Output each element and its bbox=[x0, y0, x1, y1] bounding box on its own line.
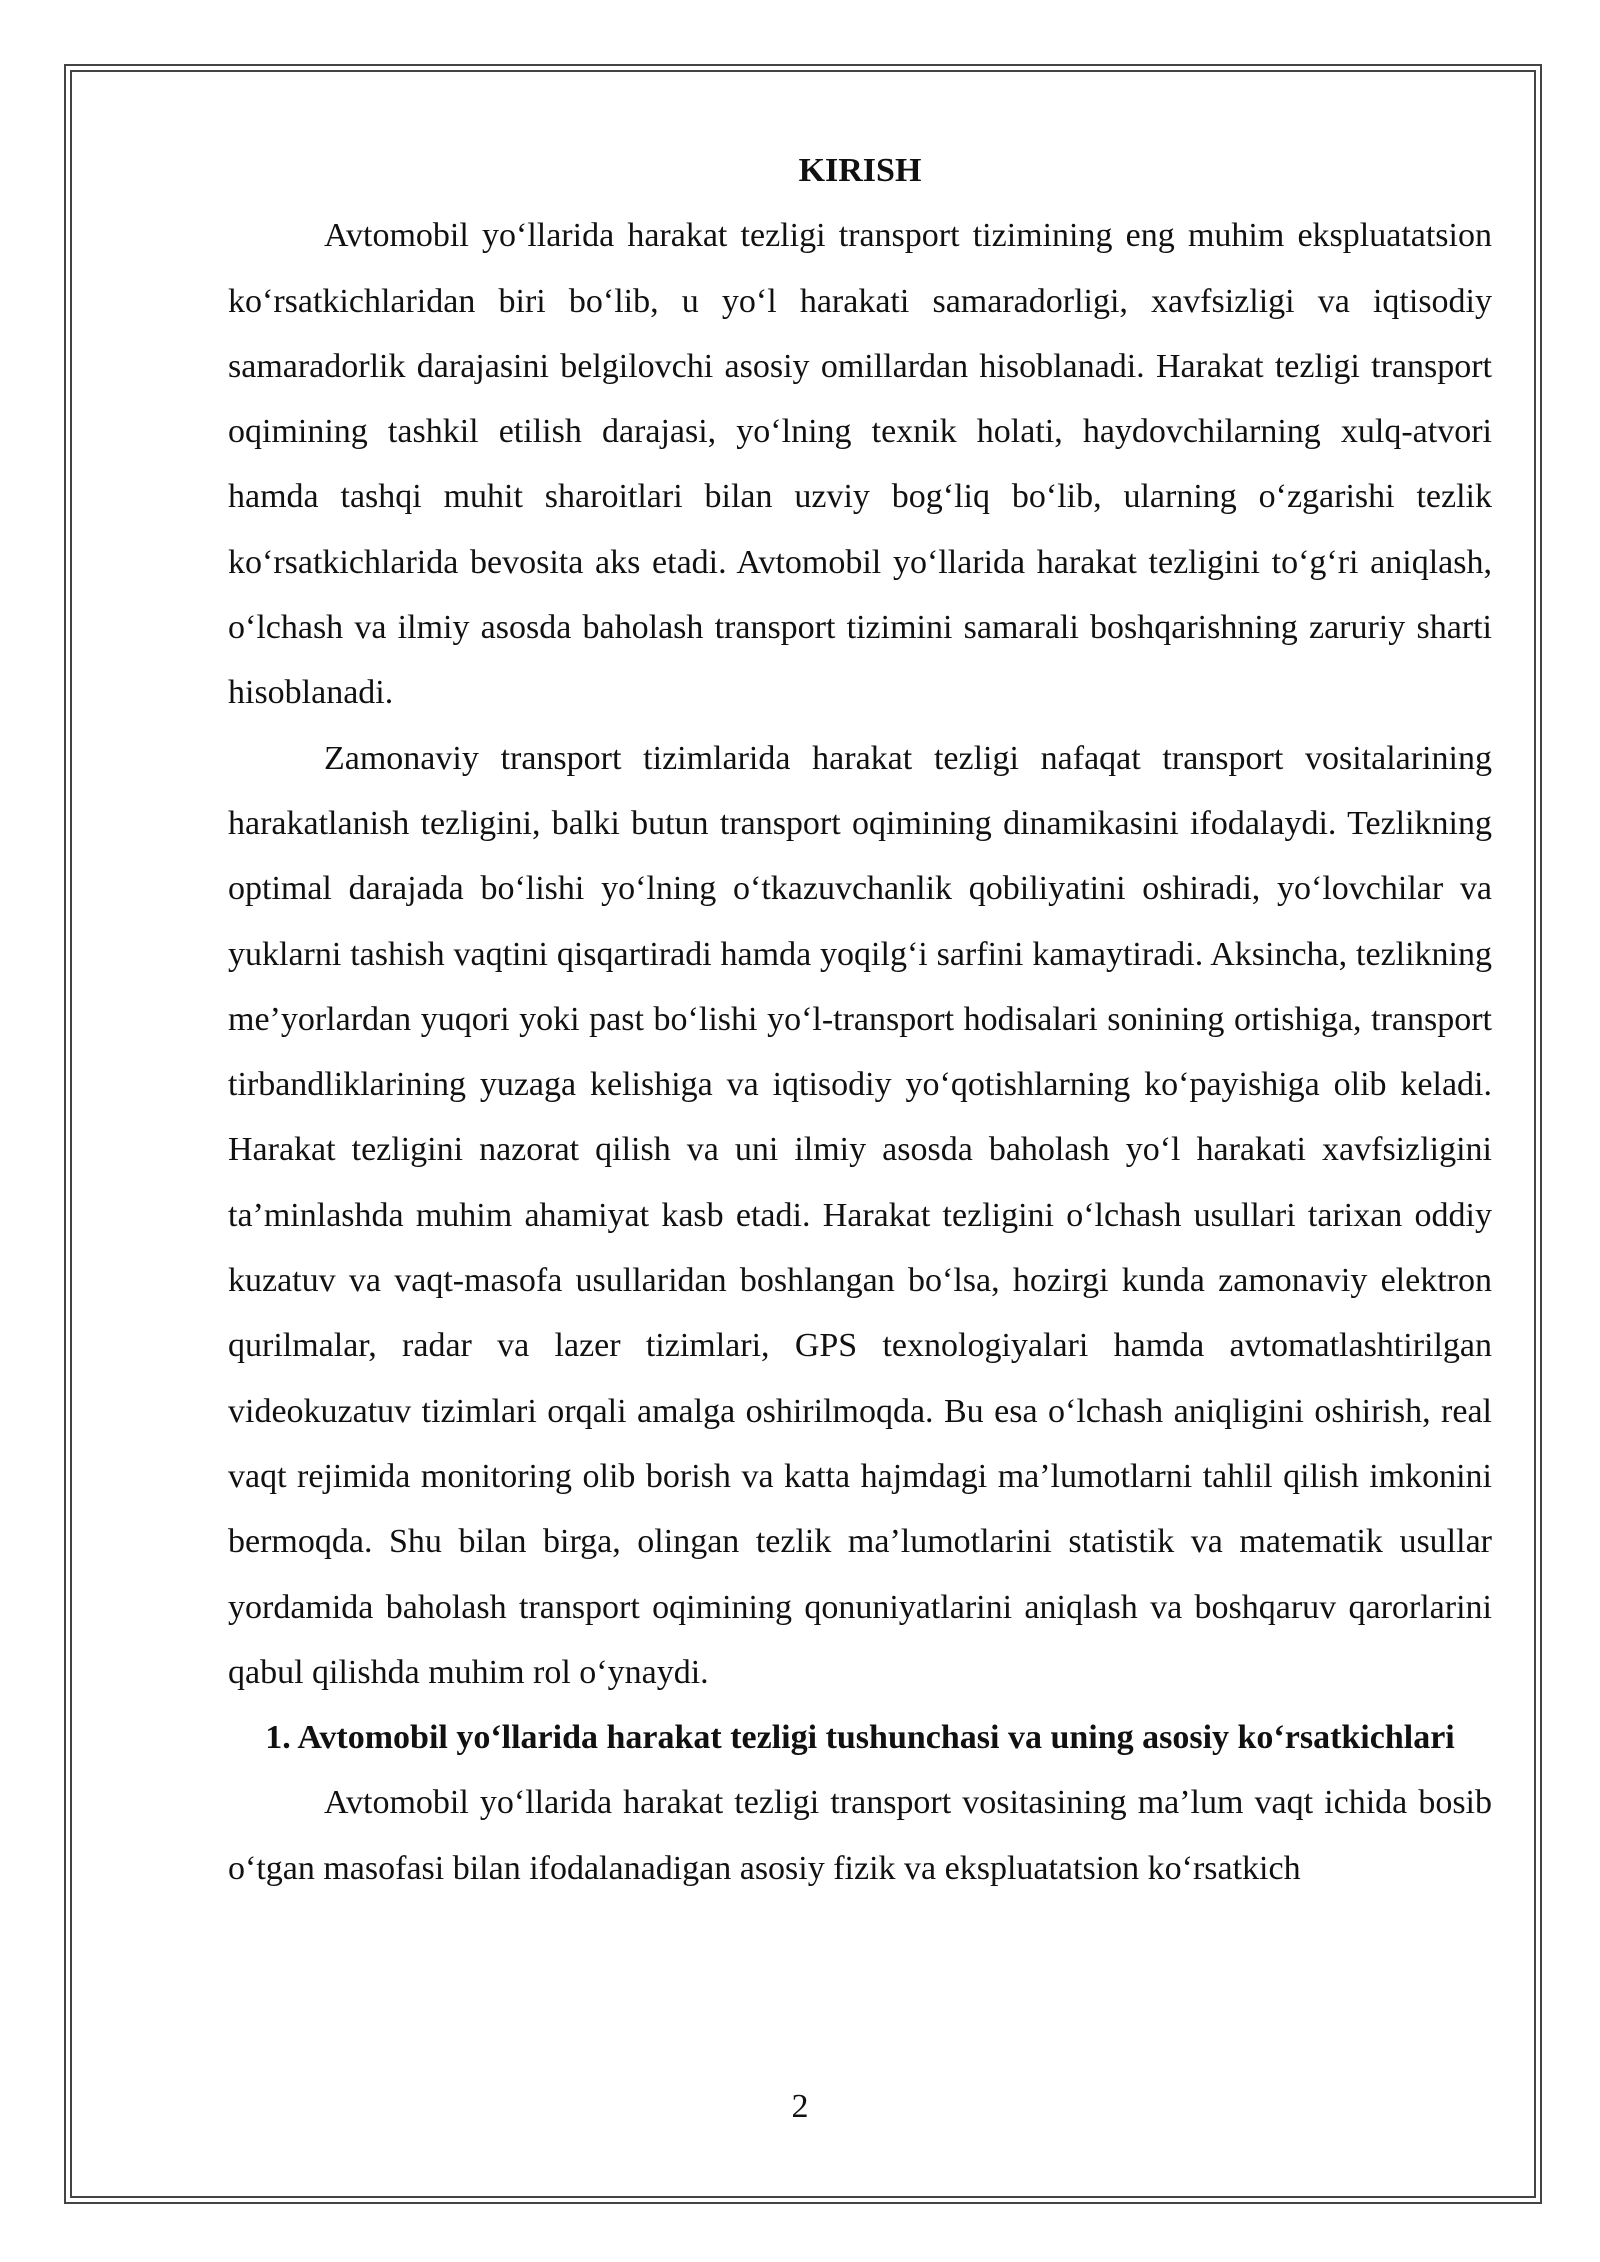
section-heading: 1. Avtomobil yo‘llarida harakat tezligi tushunchasi va uning asosiy ko‘rsatkichlari bbox=[265, 1719, 1455, 1757]
page-number: 2 bbox=[791, 2088, 809, 2125]
document-title: KIRISH bbox=[798, 152, 922, 189]
intro-paragraph-2: Zamonaviy transport tizimlarida harakat tezligi nafaqat transport vositalarining harakatlanish tezligini, balki butun transport oqimining dinamikasini ifodalaydi. Tezlikning optimal darajada bo‘lishi yo‘lning o‘tkazuvchanlik qobiliyatini oshiradi, yo‘lovchilar va yuklarni tashish vaqtini qisqartiradi hamda yoqilg‘i sarfini kamaytiradi. Aksincha, tezlikning me’yorlardan yuqori yoki past bo‘lishi yo‘l-transport hodisalari sonining ortishiga, transport tirbandliklarining yuzaga kelishiga va iqtisodiy yo‘qotishlarning ko‘payishiga olib keladi. Harakat tezligini nazorat qilish va uni ilmiy asosda baholash yo‘l harakati xavfsizligini ta’minlashda muhim ahamiyat kasb etadi. Harakat tezligini o‘lchash usullari tarixan oddiy kuzatuv va vaqt-masofa usullaridan boshlangan bo‘lsa, hozirgi kunda zamonaviy elektron qurilmalar, radar va lazer tizimlari, GPS texnologiyalari hamda avtomatlashtirilgan videokuzatuv tizimlari orqali amalga oshirilmoqda. Bu esa o‘lchash aniqligini oshirish, real vaqt rejimida monitoring olib borish va katta hajmdagi ma’lumotlarni tahlil qilish imkonini bermoqda. Shu bilan birga, olingan tezlik ma’lumotlarini statistik va matematik usullar yordamida baholash transport oqimining qonuniyatlarini aniqlash va boshqaruv qarorlarini qabul qilishda muhim rol o‘ynaydi. bbox=[228, 739, 1492, 1691]
intro-paragraph-1: Avtomobil yo‘llarida harakat tezligi transport tizimining eng muhim ekspluatatsion ko‘rsatkichlaridan biri bo‘lib, u yo‘l harakati samaradorligi, xavfsizligi va iqtisodiy samaradorlik darajasini belgilovchi asosiy omillardan hisoblanadi. Harakat tezligi transport oqimining tashkil etilish darajasi, yo‘lning texnik holati, haydovchilarning xulq-atvori hamda tashqi muhit sharoitlari bilan uzviy bog‘liq bo‘lib, ularning o‘zgarishi tezlik ko‘rsatkichlarida bevosita aks etadi. Avtomobil yo‘llarida harakat tezligini to‘g‘ri aniqlash, o‘lchash va ilmiy asosda baholash transport tizimini samarali boshqarishning zaruriy sharti hisoblanadi. bbox=[228, 217, 1492, 712]
page-content bbox=[228, 138, 1492, 1901]
section-paragraph: Avtomobil yo‘llarida harakat tezligi transport vositasining ma’lum vaqt ichida bosib o‘tgan masofasi bilan ifodalanadigan asosiy fizik va ekspluatatsion ko‘rsatkich bbox=[228, 1784, 1492, 1887]
